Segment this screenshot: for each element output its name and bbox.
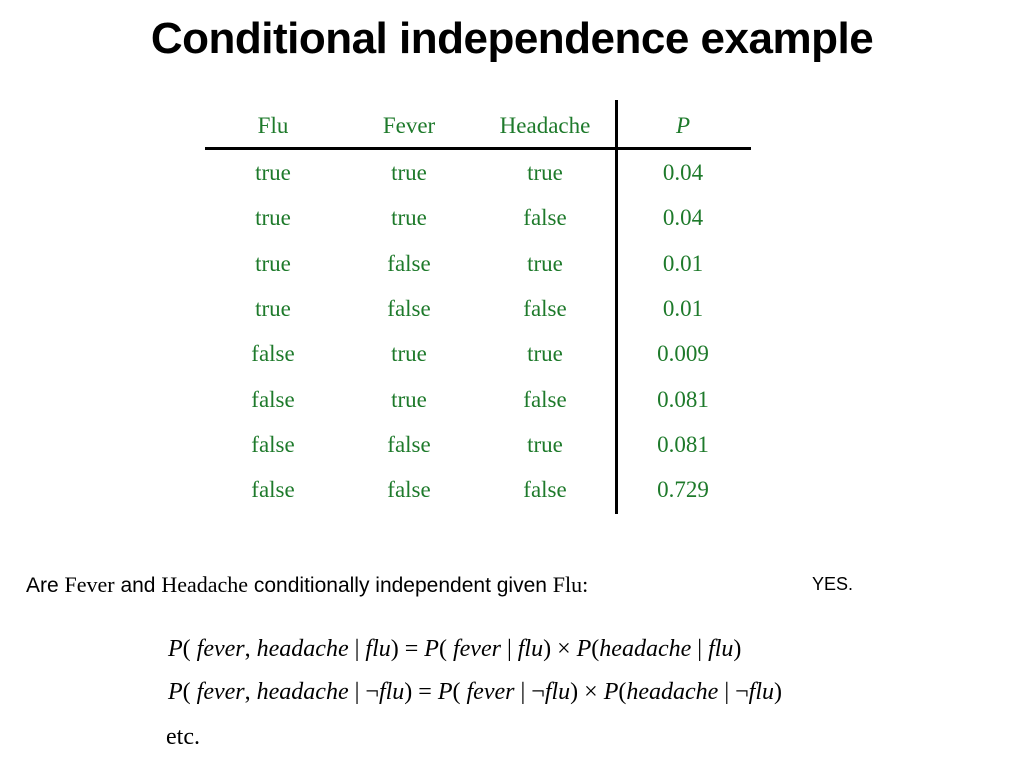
question-text	[26, 572, 588, 598]
answer-text: YES.	[812, 574, 854, 594]
table-cell: true	[255, 205, 291, 231]
table-cell: false	[523, 205, 567, 231]
table-cell: true	[527, 160, 563, 185]
table-cell: 0.081	[657, 386, 709, 412]
header-fever: Fever	[382, 113, 436, 138]
table-cell: true	[527, 341, 563, 367]
header-p: P	[675, 113, 691, 138]
table-cell: 0.01	[662, 250, 704, 276]
table-cell: 0.04	[662, 205, 704, 231]
question-fever: Fever	[64, 572, 115, 597]
table-cell: false	[251, 341, 295, 367]
table-cell: true	[527, 250, 563, 276]
probability-table	[205, 100, 751, 514]
header-flu: Flu	[257, 113, 289, 138]
table-cell: false	[251, 477, 295, 503]
table-cell: false	[251, 431, 295, 457]
page-title: Conditional independence example	[150, 14, 874, 63]
table-cell: 0.009	[657, 341, 709, 367]
table-cell: 0.01	[662, 295, 704, 321]
table-cell: true	[255, 295, 291, 321]
table-cell: false	[387, 431, 431, 457]
table-cell: true	[391, 341, 427, 367]
question-flu: Flu:	[552, 572, 589, 597]
table-cell: false	[387, 295, 431, 321]
table-cell: true	[255, 250, 291, 276]
header-divider	[205, 147, 751, 150]
question-part: Are	[26, 574, 65, 597]
table-cell: false	[387, 477, 431, 503]
table-cell: true	[527, 431, 563, 457]
table-cell: true	[391, 386, 427, 412]
table-cell: 0.081	[657, 431, 709, 457]
equation-not-flu: P( fever, headache | ¬flu) = P( fever | ¬flu) × P(headache | ¬flu)	[168, 679, 783, 705]
table-cell: true	[255, 160, 291, 185]
question-part: and	[114, 574, 162, 597]
equation-flu: P( fever, headache | flu) = P( fever | flu) × P(headache | flu)	[168, 636, 742, 662]
table-cell: 0.729	[657, 477, 709, 503]
question-headache: Headache	[161, 572, 249, 597]
table-cell: true	[391, 160, 427, 185]
table-cell: false	[523, 477, 567, 503]
etc-text: etc.	[166, 724, 200, 750]
question-part: conditionally independent given	[248, 574, 553, 597]
table-cell: false	[251, 386, 295, 412]
table-cell: false	[523, 386, 567, 412]
table-cell: 0.04	[662, 160, 704, 185]
table-cell: false	[387, 250, 431, 276]
table-cell: false	[523, 295, 567, 321]
header-headache: Headache	[499, 113, 591, 138]
table-cell: true	[391, 205, 427, 231]
